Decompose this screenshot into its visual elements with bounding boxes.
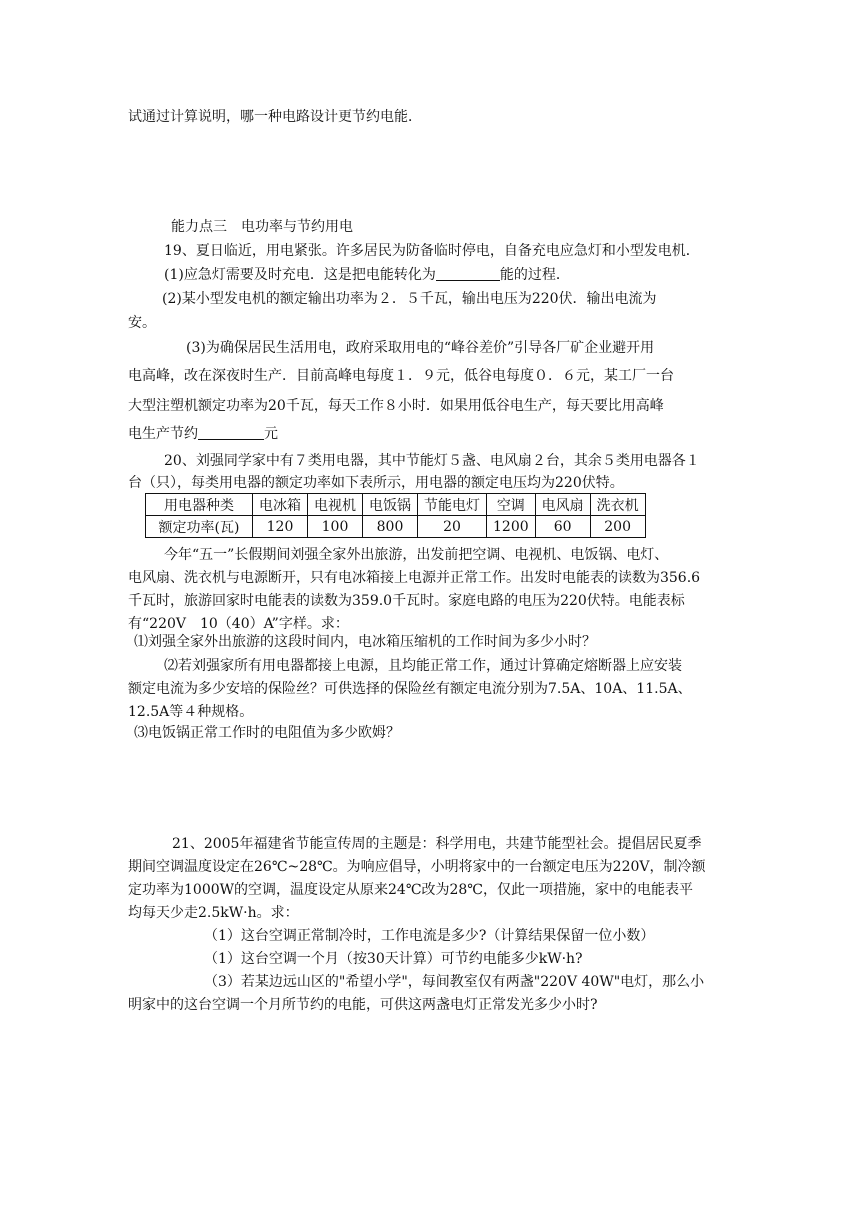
q20-sub2-line1: ⑵若刘强家所有用电器都接上电源，且均能正常工作，通过计算确定熔断器上应安装 (164, 658, 682, 674)
table-row-powers (146, 516, 646, 538)
q20-sub2-line3: 12.5A等４种规格。 (128, 704, 254, 720)
table-cell-power: 100 (308, 516, 363, 538)
q19-part3-blank (198, 425, 264, 440)
table-cell-power: 800 (363, 516, 418, 538)
table-cell-appliance: 电风扇 (535, 494, 590, 516)
table-cell-appliance: 电视机 (308, 494, 363, 516)
table-row-appliances (146, 494, 646, 516)
q19-part1 (164, 266, 570, 284)
q20-para-line1: 今年“五一”长假期间刘强全家外出旅游，出发前把空调、电视机、电饭锅、电灯、 (164, 547, 669, 563)
q21-sub3-line1: （3）若某边远山区的"希望小学"，每间教室仅有两盏"220V 40W"电灯，那么小 (204, 974, 705, 990)
table-cell-appliance: 洗衣机 (590, 494, 645, 516)
q21-sub1: （1）这台空调正常制冷时，工作电流是多少?（计算结果保留一位小数） (204, 928, 655, 944)
q20-para-line3: 千瓦时，旅游回家时电能表的读数为359.0千瓦时。家庭电路的电压为220伏特。电能表标 (128, 593, 685, 609)
q19-part3-line3: 大型注塑机额定功率为20千瓦，每天工作８小时．如果用低谷电生产，每天要比用高峰 (128, 398, 664, 414)
table-cell-appliance: 电饭锅 (363, 494, 418, 516)
q19-part3-unit: 元 (264, 426, 278, 442)
q21-sub2: （1）这台空调一个月（按30天计算）可节约电能多少kW·h? (204, 951, 583, 967)
q19-part3-line2: 电高峰，改在深夜时生产．目前高峰电每度１．９元，低谷电每度０．６元，某工厂一台 (128, 368, 674, 384)
appliance-power-table (145, 493, 646, 538)
table-cell-power: 120 (253, 516, 308, 538)
q20-line2: 台（只），每类用电器的额定功率如下表所示，用电器的额定电压均为220伏特。 (128, 475, 624, 491)
q19-part1-blank (436, 266, 500, 281)
q20-sub3: ⑶电饭锅正常工作时的电阻值为多少欧姆？ (134, 725, 400, 741)
q20-para-line4: 有“220V 10（40）A”字样。求： (128, 616, 349, 632)
table-cell-appliance: 空调 (487, 494, 536, 516)
table-cell-power: 200 (590, 516, 645, 538)
q21-line1: 21、2005年福建省节能宣传周的主题是：科学用电，共建节能型社会。提倡居民夏季 (172, 836, 702, 852)
q19-part2-line1: (2)某小型发电机的额定输出功率为２．５千瓦，输出电压为220伏．输出电流为 (162, 291, 657, 307)
table-header-rated-power: 额定功率(瓦) (146, 516, 253, 538)
table-cell-appliance: 电冰箱 (253, 494, 308, 516)
q20-para-line2: 电风扇、洗衣机与电源断开，只有电冰箱接上电源并正常工作。出发时电能表的读数为356.6 (128, 570, 701, 586)
table-cell-power: 20 (418, 516, 487, 538)
q21-line3: 定功率为1000W的空调，温度设定从原来24℃改为28℃，仅此一项措施，家中的电能表平 (128, 882, 693, 898)
q20-sub1: ⑴刘强全家外出旅游的这段时间内，电冰箱压缩机的工作时间为多少小时？ (134, 634, 596, 650)
q19-part3-text: 电生产节约 (128, 426, 198, 442)
table-cell-power: 60 (535, 516, 590, 538)
q19-part3-line1: (3)为确保居民生活用电，政府采取用电的“峰谷差价”引导各厂矿企业避开用 (186, 340, 655, 356)
q19-part2-line2: 安。 (128, 315, 156, 331)
q20-line1: 20、刘强同学家中有７类用电器，其中节能灯５盏、电风扇２台，其余５类用电器各１ (164, 453, 700, 469)
q19-stem: 19、夏日临近，用电紧张。许多居民为防备临时停电，自备充电应急灯和小型发电机． (164, 243, 700, 259)
table-cell-power: 1200 (487, 516, 536, 538)
table-cell-appliance: 节能电灯 (418, 494, 487, 516)
q19-part1-text: (1)应急灯需要及时充电．这是把电能转化为 (164, 267, 436, 283)
q21-line4: 均每天少走2.5kW·h。求： (128, 905, 299, 921)
section-title: 能力点三 电功率与节约用电 (171, 219, 353, 235)
q19-part3-line4 (128, 425, 278, 443)
q21-line2: 期间空调温度设定在26℃~28℃。为响应倡导，小明将家中的一台额定电压为220V，制冷额 (128, 859, 706, 875)
q19-part1-text-end: 能的过程． (499, 267, 570, 283)
q21-sub3-line2: 明家中的这台空调一个月所节约的电能，可供这两盏电灯正常发光多少小时? (128, 997, 598, 1013)
q20-sub2-line2: 额定电流为多少安培的保险丝？可供选择的保险丝有额定电流分别为7.5A、10A、11.5A、 (128, 681, 692, 697)
intro-line: 试通过计算说明，哪一种电路设计更节约电能． (128, 109, 422, 125)
table-header-appliance-type: 用电器种类 (146, 494, 253, 516)
